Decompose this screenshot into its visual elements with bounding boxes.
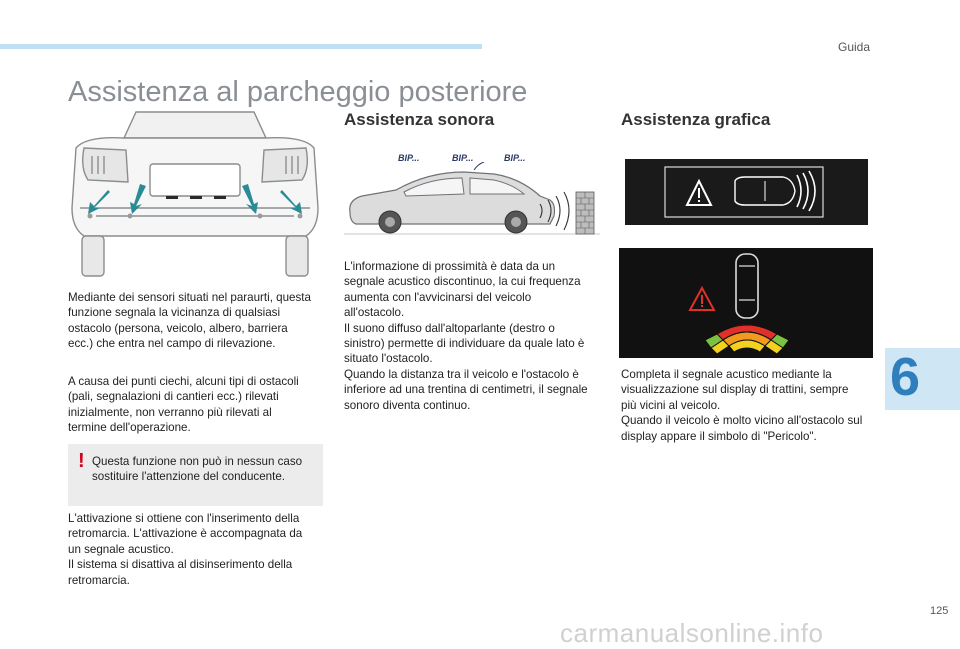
graphic-description: Completa il segnale acustico mediante la visualizzazione sul display di trattini, sempre più vicini al veicolo. Quando il veicolo è molto vicino all'ostacolo sul display appare il simbolo di "Pericolo". xyxy=(621,368,863,443)
car-approaching-wall-illustration xyxy=(344,162,600,240)
chapter-number: 6 xyxy=(890,347,921,407)
warning-icon: ! xyxy=(78,450,85,472)
beep-label-2: BIP... xyxy=(452,153,474,163)
page-number: 125 xyxy=(930,605,949,617)
display-parking-zones xyxy=(619,248,873,358)
section-label: Guida xyxy=(838,40,871,54)
beep-label-1: BIP... xyxy=(398,153,420,163)
page-title: Assistenza al parcheggio posteriore xyxy=(68,76,528,108)
header-bar xyxy=(0,44,482,49)
acoustic-heading: Assistenza sonora xyxy=(344,110,495,129)
warning-text: Questa funzione non può in nessun caso sostituire l'attenzione del conducente. xyxy=(92,455,303,484)
activation-paragraph: L'attivazione si ottiene con l'inserimento della retromarcia. L'attivazione è accompagnata da un segnale acustico. Il sistema si disattiva al disinserimento della retromarcia. xyxy=(68,512,303,587)
graphic-heading: Assistenza grafica xyxy=(621,110,771,129)
acoustic-description: L'informazione di prossimità è data da un segnale acustico discontinuo, la cui frequenza aumenta con l'avvicinarsi del veicolo all'ostacolo. Il suono diffuso dall'altoparlante (destro o sinistro) permette di individuare da quale lato è situato l'ostacolo. Quando la distanza tra il veicolo e l'ostacolo è inferiore ad una trentina di centimetri, il segnale sonoro diventa continuo. xyxy=(344,260,588,412)
display-warning-wide xyxy=(625,159,868,225)
intro-paragraph: Mediante dei sensori situati nel paraurti, questa funzione segnala la vicinanza di qualsiasi ostacolo (persona, veicolo, albero, barriera ecc.) che entra nel campo di rilevazione. xyxy=(68,291,311,351)
rear-bumper-sensors-illustration xyxy=(66,108,324,278)
blind-spot-paragraph: A causa dei punti ciechi, alcuni tipi di ostacoli (pali, segnalazioni di cantieri ecc.) rilevati inizialmente, non verranno più rilevati al termine dell'operazione. xyxy=(68,375,299,435)
beep-label-3: BIP... xyxy=(504,153,526,163)
watermark: carmanualsonline.info xyxy=(560,618,824,648)
